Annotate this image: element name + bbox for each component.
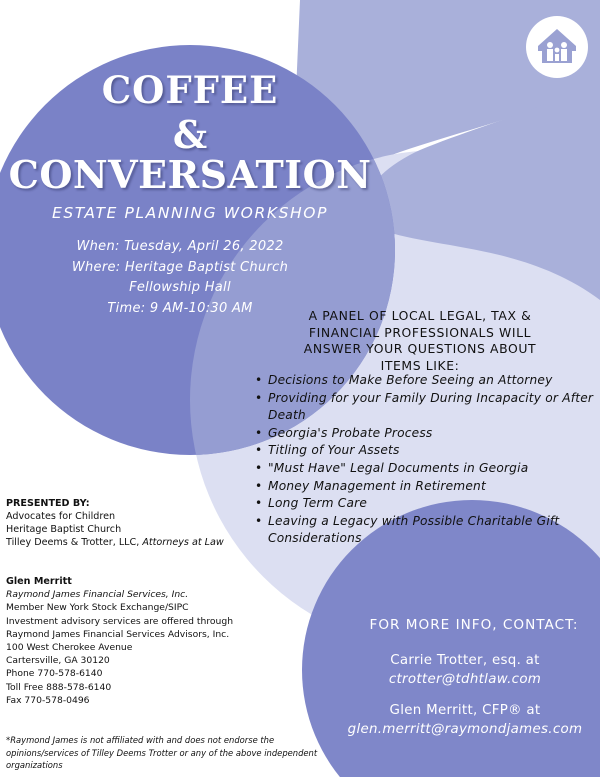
panel-line-1: A PANEL OF LOCAL LEGAL, TAX & [308, 308, 532, 323]
contact-1 [330, 651, 600, 689]
list-item: • Providing for your Family During Incapacity or After Death [255, 390, 597, 425]
panel-line-3: ANSWER YOUR QUESTIONS ABOUT [303, 341, 537, 357]
advisor-advisory-2: Raymond James Financial Services Advisors, Inc. [6, 628, 230, 640]
presenter-org: Advocates for Children [6, 511, 116, 522]
advisor-phone: Phone 770-578-6140 [6, 668, 103, 680]
family-house-icon [526, 16, 588, 78]
contact-person-1: Carrie Trotter, esq. at [390, 653, 540, 668]
list-item: • Georgia's Probate Process [255, 425, 597, 443]
advisor-membership: Member New York Stock Exchange/SIPC [6, 602, 189, 614]
list-item: • "Must Have" Legal Documents in Georgia [255, 460, 597, 478]
topics-list [255, 372, 597, 548]
presented-by-heading: PRESENTED BY: [6, 498, 90, 509]
workshop-subtitle: ESTATE PLANNING WORKSHOP [51, 204, 329, 222]
advisor-street: 100 West Cherokee Avenue [6, 642, 133, 654]
presenter-org: Heritage Baptist Church [6, 524, 122, 535]
advisor-city: Cartersville, GA 30120 [6, 655, 110, 667]
event-date: When: Tuesday, April 26, 2022 [76, 239, 284, 254]
disclaimer: *Raymond James is not affiliated with and does not endorse the opinions/services of Tilley Deems Trotter or any of the above independent organizations [6, 735, 318, 770]
list-item: • Decisions to Make Before Seeing an Attorney [255, 372, 597, 390]
event-details [30, 237, 330, 319]
contact-2 [330, 701, 600, 739]
contact-person-2: Glen Merritt, CFP® at [389, 703, 541, 718]
list-item: • Titling of Your Assets [255, 442, 597, 460]
advisor-tollfree: Toll Free 888-578-6140 [6, 681, 112, 693]
advisor-firm: Raymond James Financial Services, Inc. [6, 589, 189, 601]
presenter-org [6, 536, 238, 549]
advisor-info [6, 575, 266, 707]
title-ampersand: & [172, 112, 208, 157]
contact-email-2[interactable]: glen.merritt@raymondjames.com [347, 722, 583, 737]
event-location: Where: Heritage Baptist Church [71, 259, 289, 275]
panel-line-2: FINANCIAL PROFESSIONALS WILL [308, 324, 532, 340]
advisor-advisory-1: Investment advisory services are offered through [6, 615, 234, 627]
event-time: Time: 9 AM-10:30 AM [107, 300, 253, 316]
contact-heading: FOR MORE INFO, CONTACT: [369, 617, 579, 633]
presenter-org-name: Tilley Deems & Trotter, LLC, [6, 537, 140, 548]
presented-by [6, 497, 238, 549]
event-hall: Fellowship Hall [129, 280, 231, 295]
list-item: • Money Management in Retirement [255, 478, 597, 496]
logo [526, 16, 588, 78]
panel-line-4: ITEMS LIKE: [380, 357, 460, 373]
advisor-name: Glen Merritt [6, 576, 72, 587]
panel-intro [270, 308, 570, 374]
title-line-1: COFFEE [101, 68, 279, 112]
title-line-3: CONVERSATION [8, 152, 372, 197]
contact-email-1[interactable]: ctrotter@tdhtlaw.com [388, 672, 542, 687]
list-item: • Long Term Care [255, 495, 597, 513]
presenter-org-role: Attorneys at Law [142, 537, 224, 548]
advisor-fax: Fax 770-578-0496 [6, 694, 90, 706]
list-item: • Leaving a Legacy with Possible Charitable Gift Considerations [255, 513, 597, 548]
